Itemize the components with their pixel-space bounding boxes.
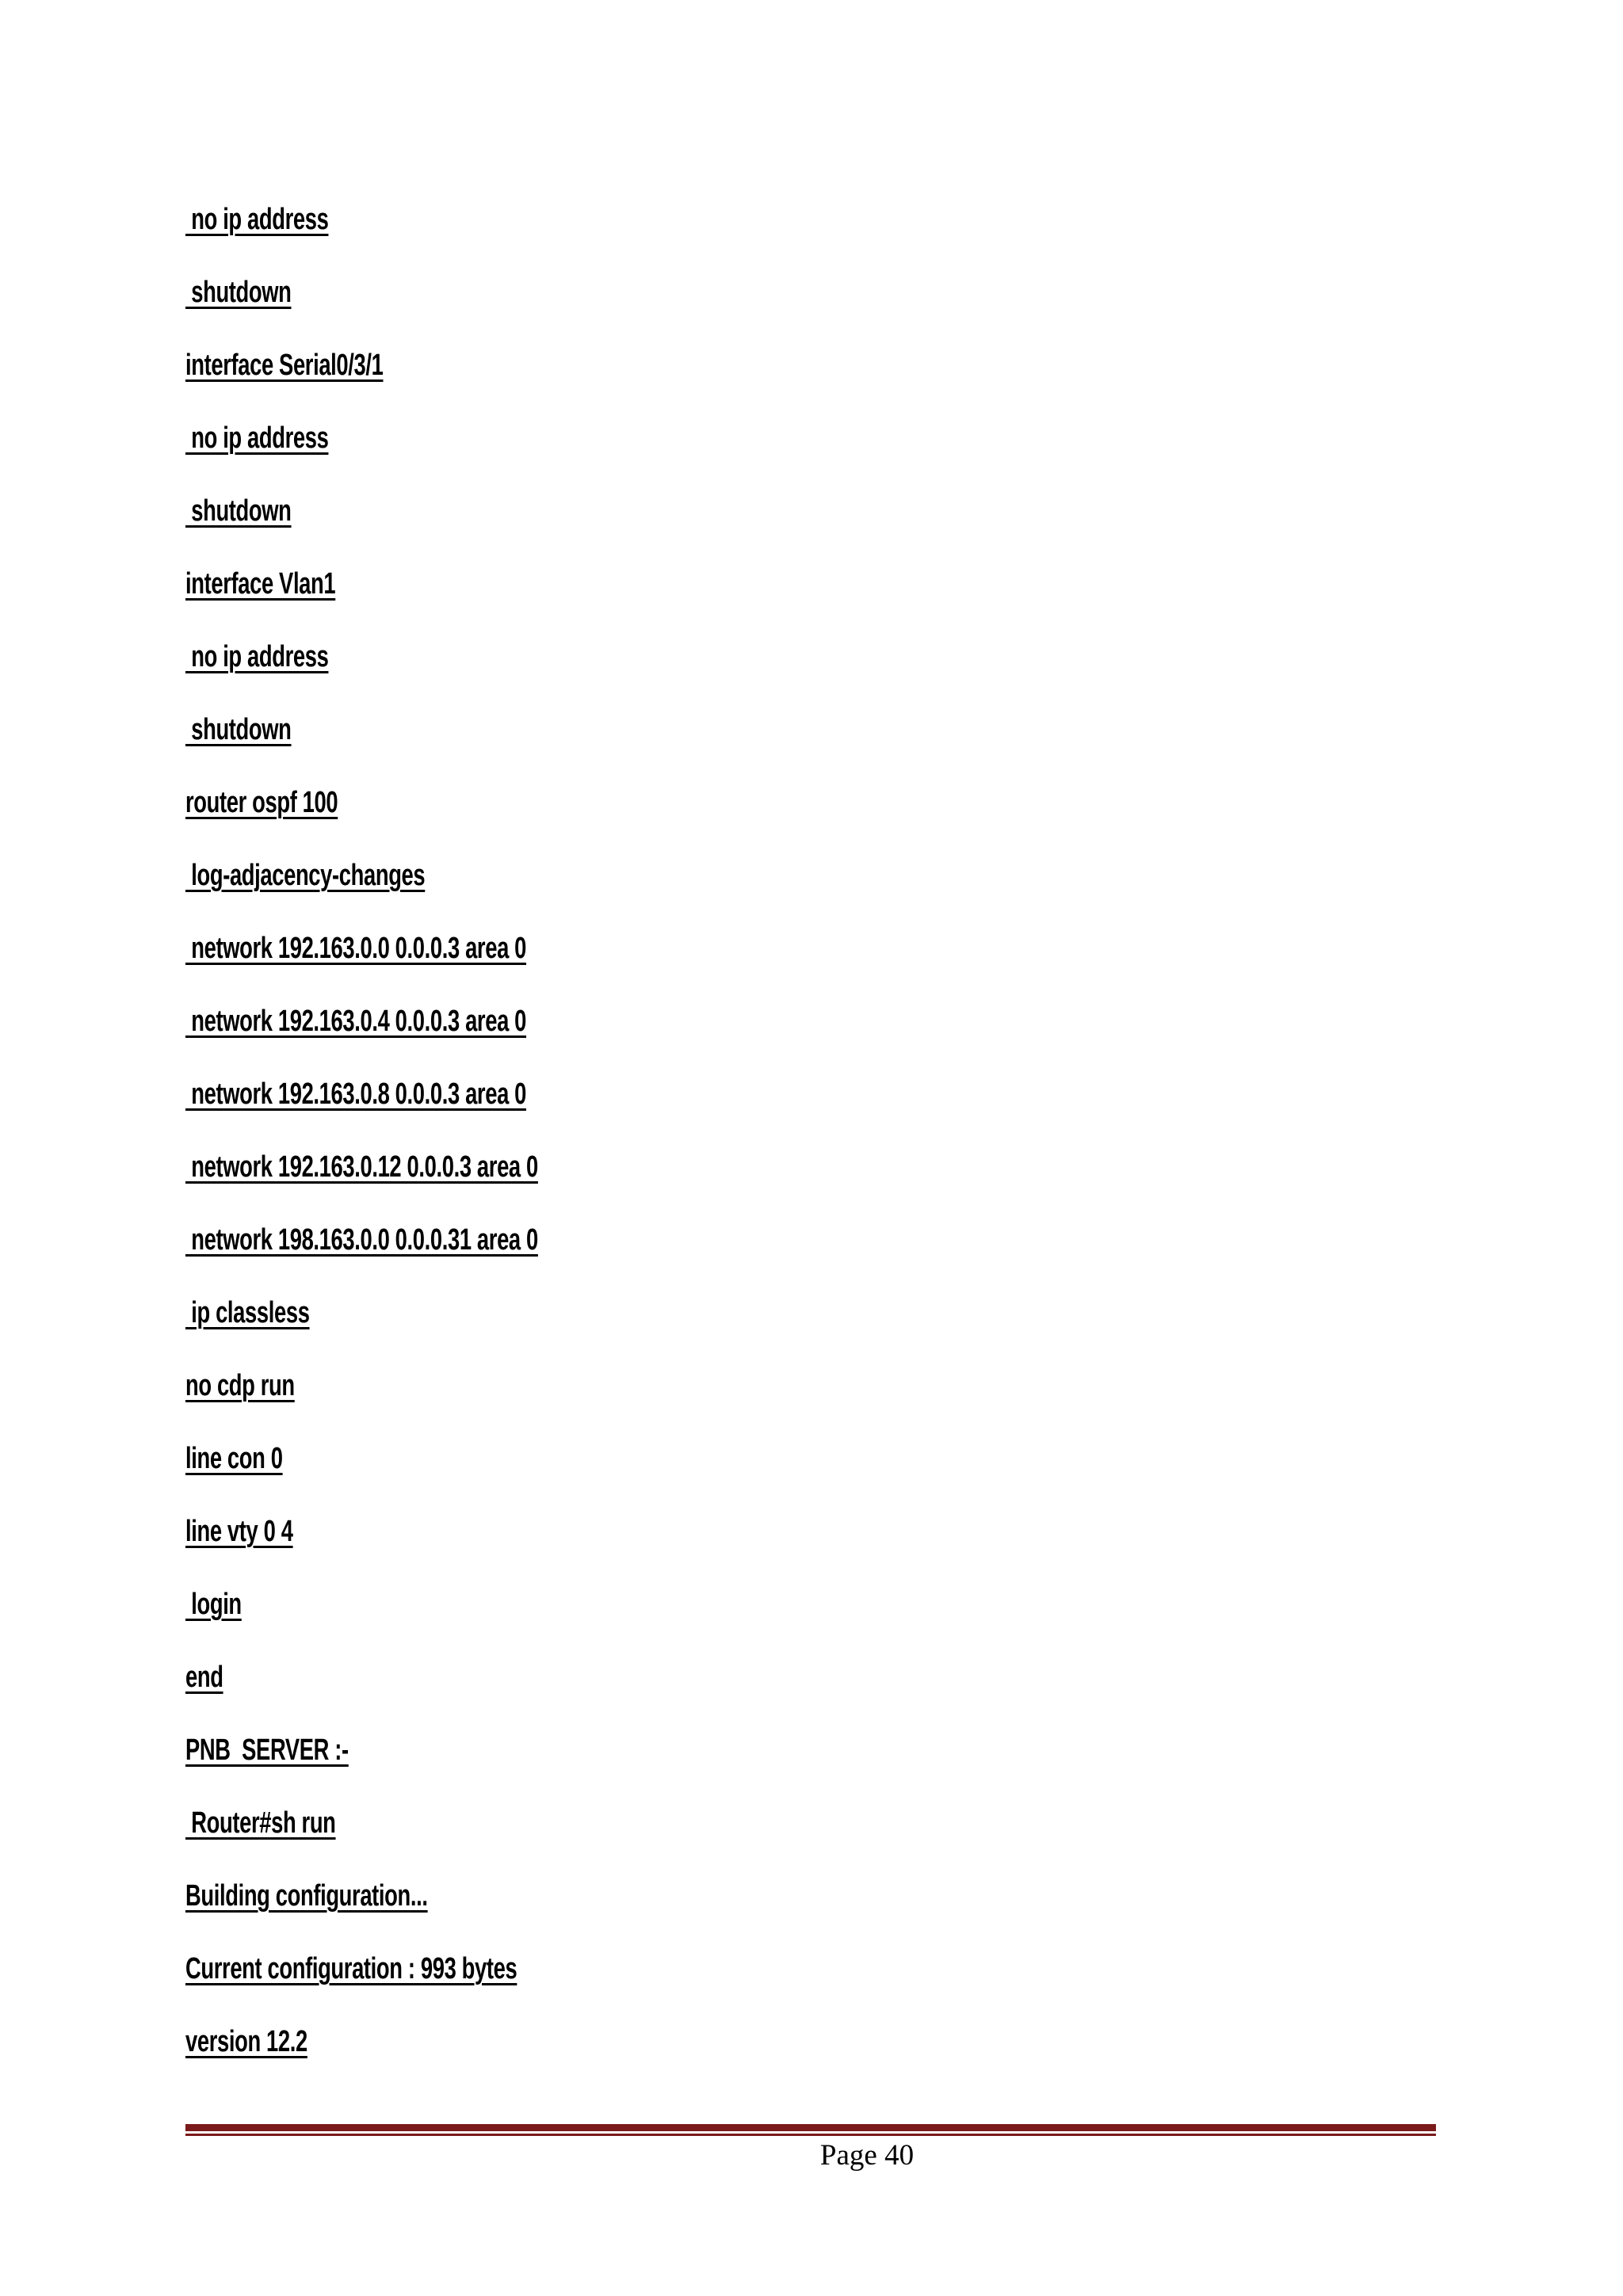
page-number: Page 40 — [819, 2139, 915, 2172]
footer-rule-thick — [185, 2124, 1436, 2131]
config-line: Building configuration... — [185, 1879, 428, 1913]
config-line: network 192.163.0.8 0.0.0.3 area 0 — [185, 1077, 527, 1111]
config-line: version 12.2 — [185, 2025, 307, 2058]
config-line: network 192.163.0.0 0.0.0.3 area 0 — [185, 932, 527, 965]
config-line: shutdown — [185, 276, 292, 309]
config-line: shutdown — [185, 713, 292, 746]
config-line: network 198.163.0.0 0.0.0.31 area 0 — [185, 1223, 538, 1257]
config-line: end — [185, 1661, 223, 1694]
config-line: no ip address — [185, 640, 329, 673]
footer-rule-thin — [185, 2134, 1436, 2136]
config-line: interface Vlan1 — [185, 567, 336, 601]
config-line: shutdown — [185, 494, 292, 528]
config-line: network 192.163.0.12 0.0.0.3 area 0 — [185, 1150, 538, 1184]
config-line: no ip address — [185, 421, 329, 455]
config-line: line con 0 — [185, 1442, 283, 1475]
config-listing — [185, 193, 1453, 2088]
config-line: login — [185, 1588, 242, 1621]
config-line: Router#sh run — [185, 1806, 336, 1840]
footer-rule — [185, 2124, 1436, 2136]
config-line: router ospf 100 — [185, 786, 338, 819]
config-line: no cdp run — [185, 1369, 295, 1402]
config-line: ip classless — [185, 1296, 310, 1329]
config-line: no ip address — [185, 203, 329, 236]
section-heading: PNB SERVER :- — [185, 1733, 349, 1767]
config-line: Current configuration : 993 bytes — [185, 1952, 517, 1985]
config-line: interface Serial0/3/1 — [185, 349, 384, 382]
config-line: line vty 0 4 — [185, 1515, 293, 1548]
config-line: log-adjacency-changes — [185, 859, 426, 892]
config-line: network 192.163.0.4 0.0.0.3 area 0 — [185, 1005, 527, 1038]
